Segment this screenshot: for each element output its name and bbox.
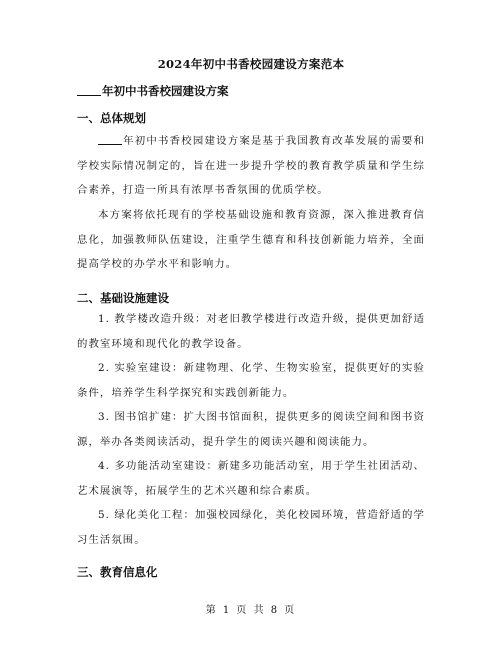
- page-number-label: 第 1 页 共 8 页: [205, 605, 297, 616]
- paragraph-text: 年初中书香校园建设方案是基于我国教育改革发展的需要和学校实际情况制定的，旨在进一步提升学校的教育教学质量和学生综合素养，打造一所具有浓厚书香氛围的优质学校。: [77, 135, 425, 196]
- paragraph-overview-1: [77, 129, 425, 203]
- document-subtitle: [77, 83, 229, 99]
- paragraph-infrastructure-4: 4. 多功能活动室建设：新建多功能活动室，用于学生社团活动、艺术展演等，拓展学生的艺术兴趣和综合素质。: [77, 460, 425, 497]
- paragraph-overview-2: 本方案将依托现有的学校基础设施和教育资源，深入推进教育信息化，加强教师队伍建设，注重学生德育和科技创新能力培养，全面提高学校的办学水平和影响力。: [77, 209, 425, 270]
- paragraph-infrastructure-5: 5. 绿化美化工程：加强校园绿化，美化校园环境，营造舒适的学习生活氛围。: [77, 509, 425, 546]
- section-heading-2: 二、基础设施建设: [77, 291, 169, 305]
- blank-underline: [77, 84, 101, 96]
- section-heading-3: 三、教育信息化: [77, 565, 158, 579]
- document-title: 2024年初中书香校园建设方案范本: [157, 57, 345, 71]
- paragraph-infrastructure-1: 1. 教学楼改造升级：对老旧教学楼进行改造升级，提供更加舒适的教室环境和现代化的教学设备。: [77, 313, 425, 350]
- page-footer: [0, 604, 502, 618]
- paragraph-infrastructure-3: 3. 图书馆扩建：扩大图书馆面积，提供更多的阅读空间和图书资源，举办各类阅读活动，提升学生的阅读兴趣和阅读能力。: [77, 411, 425, 448]
- blank-underline: [98, 134, 122, 145]
- subtitle-text: 年初中书香校园建设方案: [102, 84, 229, 98]
- section-heading-1: 一、总体规划: [77, 111, 146, 125]
- paragraph-infrastructure-2: 2. 实验室建设：新建物理、化学、生物实验室，提供更好的实验条件，培养学生科学探究和实践创新能力。: [77, 362, 425, 399]
